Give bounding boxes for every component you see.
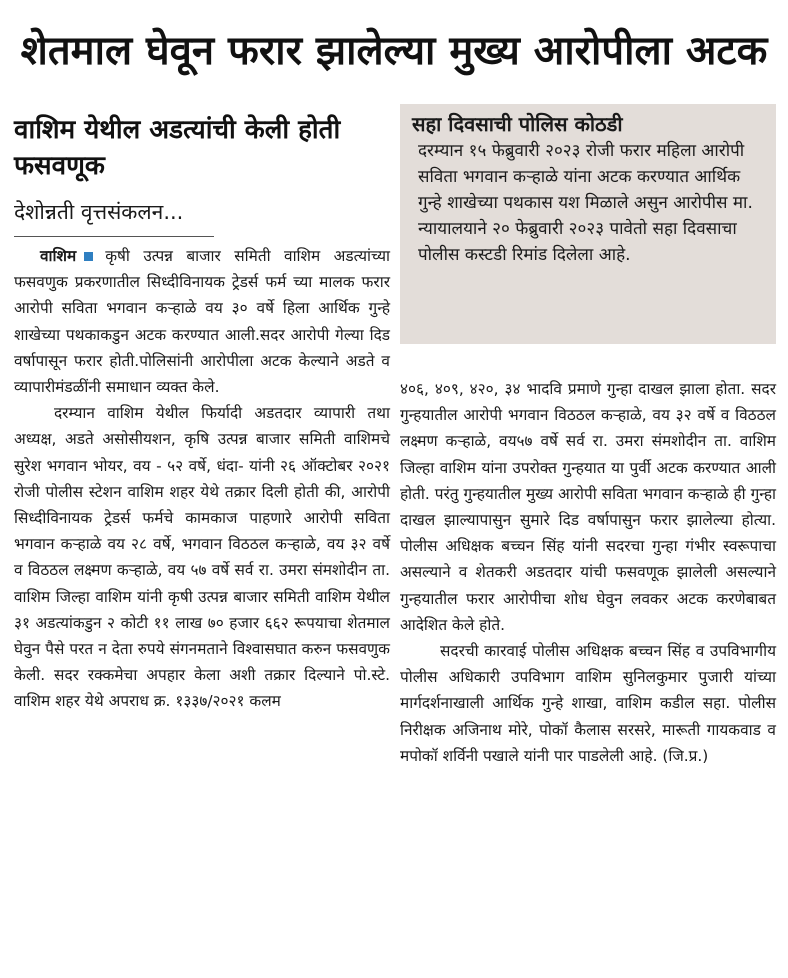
subheadline: वाशिम येथील अडत्यांची केली होती फसवणूक xyxy=(14,115,341,181)
highlight-box xyxy=(400,104,776,344)
paragraph: दरम्यान वाशिम येथील फिर्यादी अडतदार व्यापारी तथा अध्यक्ष, अडते असोसीयशन, कृषि उत्पन्न बाजार समिती वाशिमचे सुरेश भगवान भोयर, वय - ५२ वर्षे, धंदा- यांनी २६ ऑक्टोबर २०२१ रोजी पोलीस स्टेशन वाशिम शहर येथे तक्रार दिली होती की, आरोपी सिध्दीविनायक ट्रेडर्स फर्मचे कामकाज पाहणारे आरोपी सविता भगवान कऱ्हाळे वय २८ वर्षे, भगवान विठठल कऱ्हाळे, वय ३२ वर्षे व विठठल लक्ष्मण कऱ्हाळे, वय ५७ वर्षे सर्व रा. उमरा संमशोदीन ता. वाशिम जिल्हा वाशिम यांनी कृषी उत्पन्न बाजार समिती वाशिम येथील ३१ अडत्यांकडुन २ कोटी ११ लाख ७० हजार ६६२ रूपयाचा शेतमाल घेवुन पैसे परत न देता रुपये संगनमताने विश्वासघात करुन फसवणुक केली. सदर रक्कमेचा अपहार केला अशी तक्रार दिल्याने पो.स्टे. वाशिम शहर येथे अपराध क्र. १३३७/२०२१ कलम xyxy=(14,404,390,711)
box-text: दरम्यान १५ फेब्रुवारी २०२३ रोजी फरार महिला आरोपी सविता भगवान कऱ्हाळे यांना अटक करण्यात आर्थिक गुन्हे शाखेच्या पथकास यश मिळाले असुन आरोपीस मा. न्यायालयाने २० फेब्रुवारी २०२३ पावेतो सहा दिवसाचा पोलीस कस्टडी रिमांड दिलेला आहे. xyxy=(418,141,753,265)
box-title: सहा दिवसाची पोलिस कोठडी xyxy=(412,112,623,136)
left-column xyxy=(14,112,390,715)
paragraph-text: कृषी उत्पन्न बाजार समिती वाशिम अडत्यांच्या फसवणुक प्रकरणातील सिध्दीविनायक ट्रेडर्स फर्म च्या मालक फरार आरोपी सविता भगवान कऱ्हाळे वय ३० वर्षे हिला आर्थिक गुन्हे शाखेच्या पथकाकडुन अटक करण्यात आली.सदर आरोपी गेल्या दिड वर्षापासून फरार होती.पोलिसांनी आरोपीला अटक केल्याने अडते व व्यापारीमंडळींनी समाधान व्यक्त केले. xyxy=(14,247,390,397)
paragraph: सदरची कारवाई पोलीस अधिक्षक बच्चन सिंह व उपविभागीय पोलीस अधिकारी उपविभाग वाशिम सुनिलकुमार पुजारी यांच्या मार्गदर्शनाखाली आर्थिक गुन्हे शाखा, वाशिम कडील सहा. पोलीस निरीक्षक अजिनाथ मोरे, पोकॉ कैलास सरसरे, मारूती गायकवाड व मपोकॉ शर्विनी पखाले यांनी पार पाडलेली आहे. (जि.प्र.) xyxy=(400,642,776,765)
byline-text: देशोन्नती वृत्तसंकलन... xyxy=(14,200,184,224)
left-article-body xyxy=(14,243,390,715)
paragraph: ४०६, ४०९, ४२०, ३४ भादवि प्रमाणे गुन्हा दाखल झाला होता. सदर गुन्हयातील आरोपी भगवान विठठल कऱ्हाळे, वय ३२ वर्षे व विठठल लक्ष्मण कऱ्हाळे, वय५७ वर्षे सर्व रा. उमरा संमशोदीन ता. वाशिम जिल्हा वाशिम यांना उपरोक्त गुन्हयात या पुर्वी अटक करण्यात आली होती. परंतु गुन्हयातील मुख्य आरोपी सविता भगवान कऱ्हाळे ही गुन्हा दाखल झाल्यापासुन सुमारे दिड वर्षापासुन फरार झालेल्या होत्या. पोलीस अधिक्षक बच्चन सिंह यांनी सदरचा गुन्हा गंभीर स्वरूपाचा असल्याने व शेतकरी अडतदार यांची फसवणूक झालेली असल्याने गुन्हयातील फरार आरोपीचा शोध घेवुन लवकर अटक करणेबाबत आदेशित केले होते. xyxy=(400,380,776,634)
paragraph xyxy=(14,243,390,400)
right-article-body xyxy=(400,376,776,769)
right-column xyxy=(400,112,776,265)
headline: शेतमाल घेवून फरार झालेल्या मुख्य आरोपीला अटक xyxy=(20,27,768,74)
divider xyxy=(14,236,214,237)
dateline: वाशिम xyxy=(40,247,77,265)
byline xyxy=(14,198,390,226)
square-bullet-icon xyxy=(84,252,93,261)
